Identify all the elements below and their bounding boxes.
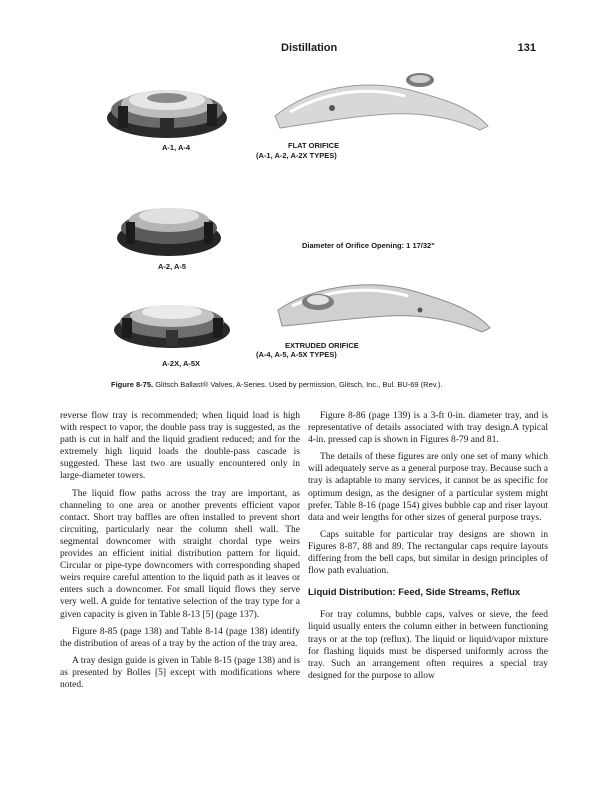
figure-caption-number: Figure 8-75. — [111, 380, 154, 389]
label-a1-a4: A-1, A-4 — [162, 143, 191, 152]
right-paragraph-4: For tray columns, bubble caps, valves or sieve, the feed liquid usually enters the column either in between functioning trays or at the top (reflux). The liquid or liquid/vapor mixture for flashing liquids must be dispersed uniformly across the tray. Such an arrangement often requires a special tray designed for the purpose to allow — [308, 610, 548, 681]
figure-caption — [111, 380, 531, 389]
right-paragraph-2: The details of these figures are only one set of many which will adequately serve as a general purpose tray. Because such a tray is adaptable to many services, it cannot be as specific for optimum design, as the designer of a particular system might prefer. Table 8-16 (page 154) gives bubble cap and riser layout data and weir lengths for other sizes of general purpose trays. — [308, 452, 548, 523]
label-extruded-orifice-title: EXTRUDED ORIFICE — [285, 341, 359, 350]
label-flat-orifice-title: FLAT ORIFICE — [288, 141, 340, 150]
label-orifice-diameter: Diameter of Orifice Opening: 1 17/32" — [302, 241, 435, 250]
running-header-title: Distillation — [281, 42, 338, 54]
flat-orifice-photo — [270, 68, 492, 140]
extruded-orifice-photo — [270, 270, 495, 340]
valve-photo-a1-a4 — [100, 68, 235, 143]
left-paragraph-4: A tray design guide is given in Table 8-15 (page 138) and is as presented by Bolles [5] except with modifications where noted. — [60, 655, 300, 690]
left-column — [60, 410, 300, 696]
left-paragraph-1: reverse flow tray is recommended; when liquid load is high with respect to vapor, the double pass tray is suggested, as the path is cut in half and the liquid gradient reduced; and for the extremely high liquid loads the double-pass cascade is suggested. These last two are usually encountered only in large-diameter towers. — [60, 411, 300, 482]
left-paragraph-2: The liquid flow paths across the tray are important, as channeling to one area or another prevents efficient vapor contact. Short tray baffles are often installed to prevent short circuiting, particularly near the column shell wall. The segmental downcomer with straight chordal type weirs provides an efficient initial distribution pattern for liquid. Circular or pipe-type downcomers with corresponding shaped weirs require careful attention to the liquid path as it leaves or enters such a downcomer. For small liquid flows they serve very well. A guide for tentative selection of the tray type for a given capacity is given in Table 8-13 [5] (page 137). — [60, 488, 300, 620]
right-column — [308, 410, 548, 687]
left-paragraph-3: Figure 8-85 (page 138) and Table 8-14 (page 138) identify the distribution of areas of a tray by the action of the tray area. — [60, 626, 300, 649]
label-a2-a5: A-2, A-5 — [158, 262, 187, 271]
right-paragraph-1: Figure 8-86 (page 139) is a 3-ft 0-in. diameter tray, and is representative of details associated with tray design.A typical 4-in. pressed cap is shown in Figures 8-79 and 81. — [308, 411, 548, 446]
valve-photo-a2x-a5x — [110, 288, 235, 353]
page-number: 131 — [517, 42, 536, 54]
figure-caption-text: Glitsch Ballast® Valves, A-Series. Used by permission, Glitsch, Inc., Bul. BU-69 (Rev.). — [155, 380, 443, 389]
label-flat-orifice-types: (A-1, A-2, A-2X TYPES) — [256, 151, 337, 160]
label-extruded-orifice-types: (A-4, A-5, A-5X TYPES) — [256, 350, 337, 359]
section-heading: Liquid Distribution: Feed, Side Streams, Reflux — [308, 587, 521, 599]
label-a2x-a5x: A-2X, A-5X — [162, 359, 201, 368]
right-paragraph-3: Caps suitable for particular tray designs are shown in Figures 8-87, 88 and 89. The rectangular caps require layouts differing from the bell caps, but similar in design principles of flow path evaluation. — [308, 529, 548, 577]
valve-photo-a2-a5 — [112, 190, 227, 260]
